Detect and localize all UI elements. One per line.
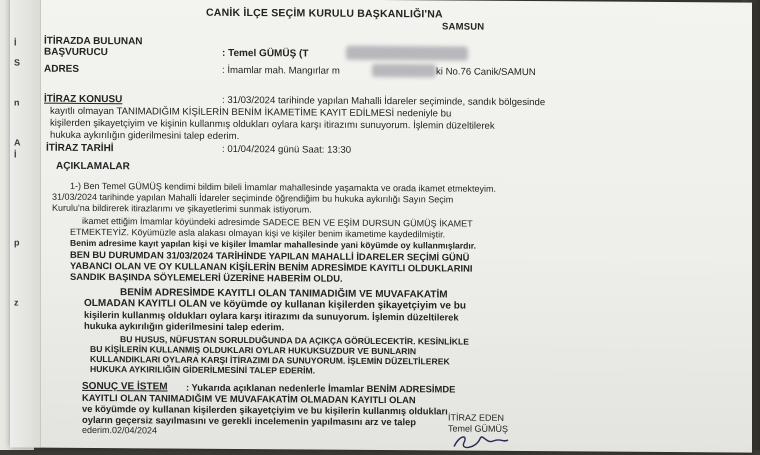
redaction-blur [372,64,436,77]
conclusion-line: ederim.02/04/2024 [82,424,158,436]
explanation-line: BU HUSUS, NÜFUSTAN SORULDUĞUNDA DA AÇIKÇA GÖRÜLECEKTİR. KESİNLİKLE [120,334,469,347]
side-letter: z [14,297,19,308]
conclusion-line: oyların geçersiz sayılmasını ve gerekli incelemenin yapılmasını arz ve talep [82,413,417,428]
subject-line: hukuka aykırılığın giderilmesini talep ederim. [50,129,240,143]
explanation-line: BU KİŞİLERİN KULLANMIŞ OLDUKLARI OYLAR HUKUKSUZDUR VE BUNLARIN [90,343,417,357]
explanation-line: OLMADAN KAYITLI OLAN ve köyümde oy kullanan kişilerden şikayetçiyim ve bu [84,297,466,312]
explanation-line: 1-) Ben Temel GÜMÜŞ kendimi bildim bileli İmamlar mahallesinde yaşamakta ve orada ikamet etmekteyim. [70,180,496,194]
conclusion-line: ve köyümde oy kullanan kişilerden şikayetçiyim ve bu kişilerin kullanmış oldukları [82,402,448,417]
side-letter: n [14,97,20,108]
signature-title: İTİRAZ EDEN [448,412,505,423]
applicant-name: : Temel GÜMÜŞ (T [222,47,309,60]
applicant-label-2: BAŞVURUCU [44,46,108,59]
explanation-line: SANDIK BAŞINDA SÖYLEMELERİ ÜZERİNE HABERİM OLDU. [70,270,343,284]
address-label: ADRES [44,63,80,75]
explanation-line: KULLANDIKLARI OYLARA KARŞI İTİRAZIMI DA SUNUYORUM. İŞLEMİN DÜZELTİLEREK [90,353,450,367]
explanations-label: AÇIKLAMALAR [56,160,130,173]
subject-line: kayıtlı olmayan TANIMADIĞIM KİŞİLERİN BENİM İKAMETİME KAYIT EDİLMESİ nedeniyle bu [50,105,452,120]
date-value: : 01/04/2024 günü Saat: 13:30 [222,143,352,156]
explanation-line: ikamet ettiğim İmamlar köyündeki adresimde SADECE BEN VE EŞİM DURSUN GÜMÜŞ İKAMET [82,215,473,229]
explanation-line: hukuka aykırılığın giderilmesini talep ederim. [84,319,285,333]
redaction-blur [346,46,468,61]
header-title: CANİK İLÇE SEÇİM KURULU BAŞKANLIĞI'NA [206,6,443,21]
applicant-label: İTİRAZDA BULUNAN [44,35,143,48]
side-letter: A [14,137,21,148]
header-city: SAMSUN [442,21,485,33]
explanation-line: YABANCI OLAN VE OY KULLANAN KİŞİLERİN BENİM ADRESİMDE KAYITLI OLDUKLARINI [70,259,473,274]
explanation-line: BEN BU DURUMDAN 31/03/2024 TARİHİNDE YAPILAN MAHALLİ İDARELER SEÇİMİ GÜNÜ [70,248,470,263]
side-letter: S [14,57,21,68]
conclusion-line: : Yukarıda açıklanan nedenlerle İmamlar BENİM ADRESİMDE [186,381,456,395]
explanation-line: ETMEKTEYİZ. Köyümüzle asla alakası olmayan kişi ve kişiler benim ikametime kaydedilmiştir. [70,226,446,240]
explanation-line: 31/03/2024 tarihinde yapılan Mahalli İdareler seçiminde öğrendiğim bu hukuka aykırılığı Sayın Seçim [52,191,454,205]
side-letter: p [14,237,20,248]
document-page [10,0,752,453]
conclusion-line: KAYITLI OLAN TANIMADIĞIM VE MUVAFAKATİM OLMADAN KAYITLI OLAN [82,391,416,406]
explanation-line: HUKUKA AYKIRILIĞIN GİDERİLMESİNİ TALEP EDERİM. [90,363,316,376]
side-letter: İ [14,37,17,48]
address-value-end: ki No.76 Canik/SAMUN [436,66,536,79]
side-letter: İ [14,149,17,160]
subject-line: : 31/03/2024 tarihinde yapılan Mahalli İdareler seçiminde, sandık bölgesinde [222,94,546,109]
explanation-line: Benim adresime kayıt yapılan kişi ve kişiler İmamlar mahallesinde yani köyümde oy kullanmışlardır. [70,237,477,251]
signature-name: Temel GÜMÜŞ [448,423,509,434]
explanation-line: BENİM ADRESİMDE KAYITLI OLAN TANIMADIĞIM VE MUVAFAKATİM [120,287,448,301]
conclusion-label: SONUÇ VE İSTEM [82,380,168,393]
date-label: İTİRAZ TARİHİ [46,142,114,155]
subject-label: İTİRAZ KONUSU [44,93,123,106]
explanation-line: kişilerin kullanmış oldukları oylara karşı itirazımı da sunuyorum. İşlemin düzeltilerek [84,308,459,323]
underlying-page-edge [10,0,41,448]
address-value: : İmamlar mah. Mangırlar m [222,64,340,77]
subject-line: kişilerden şikayetçiyim ve kişinin kullanmış oldukları oylara karşı itirazımı sunuyorum. İşlemin düzeltilerek [50,117,495,132]
explanation-line: Kurulu'na bildirerek itirazlarımı ve şikayetlerimi sunmak istiyorum. [52,202,312,215]
